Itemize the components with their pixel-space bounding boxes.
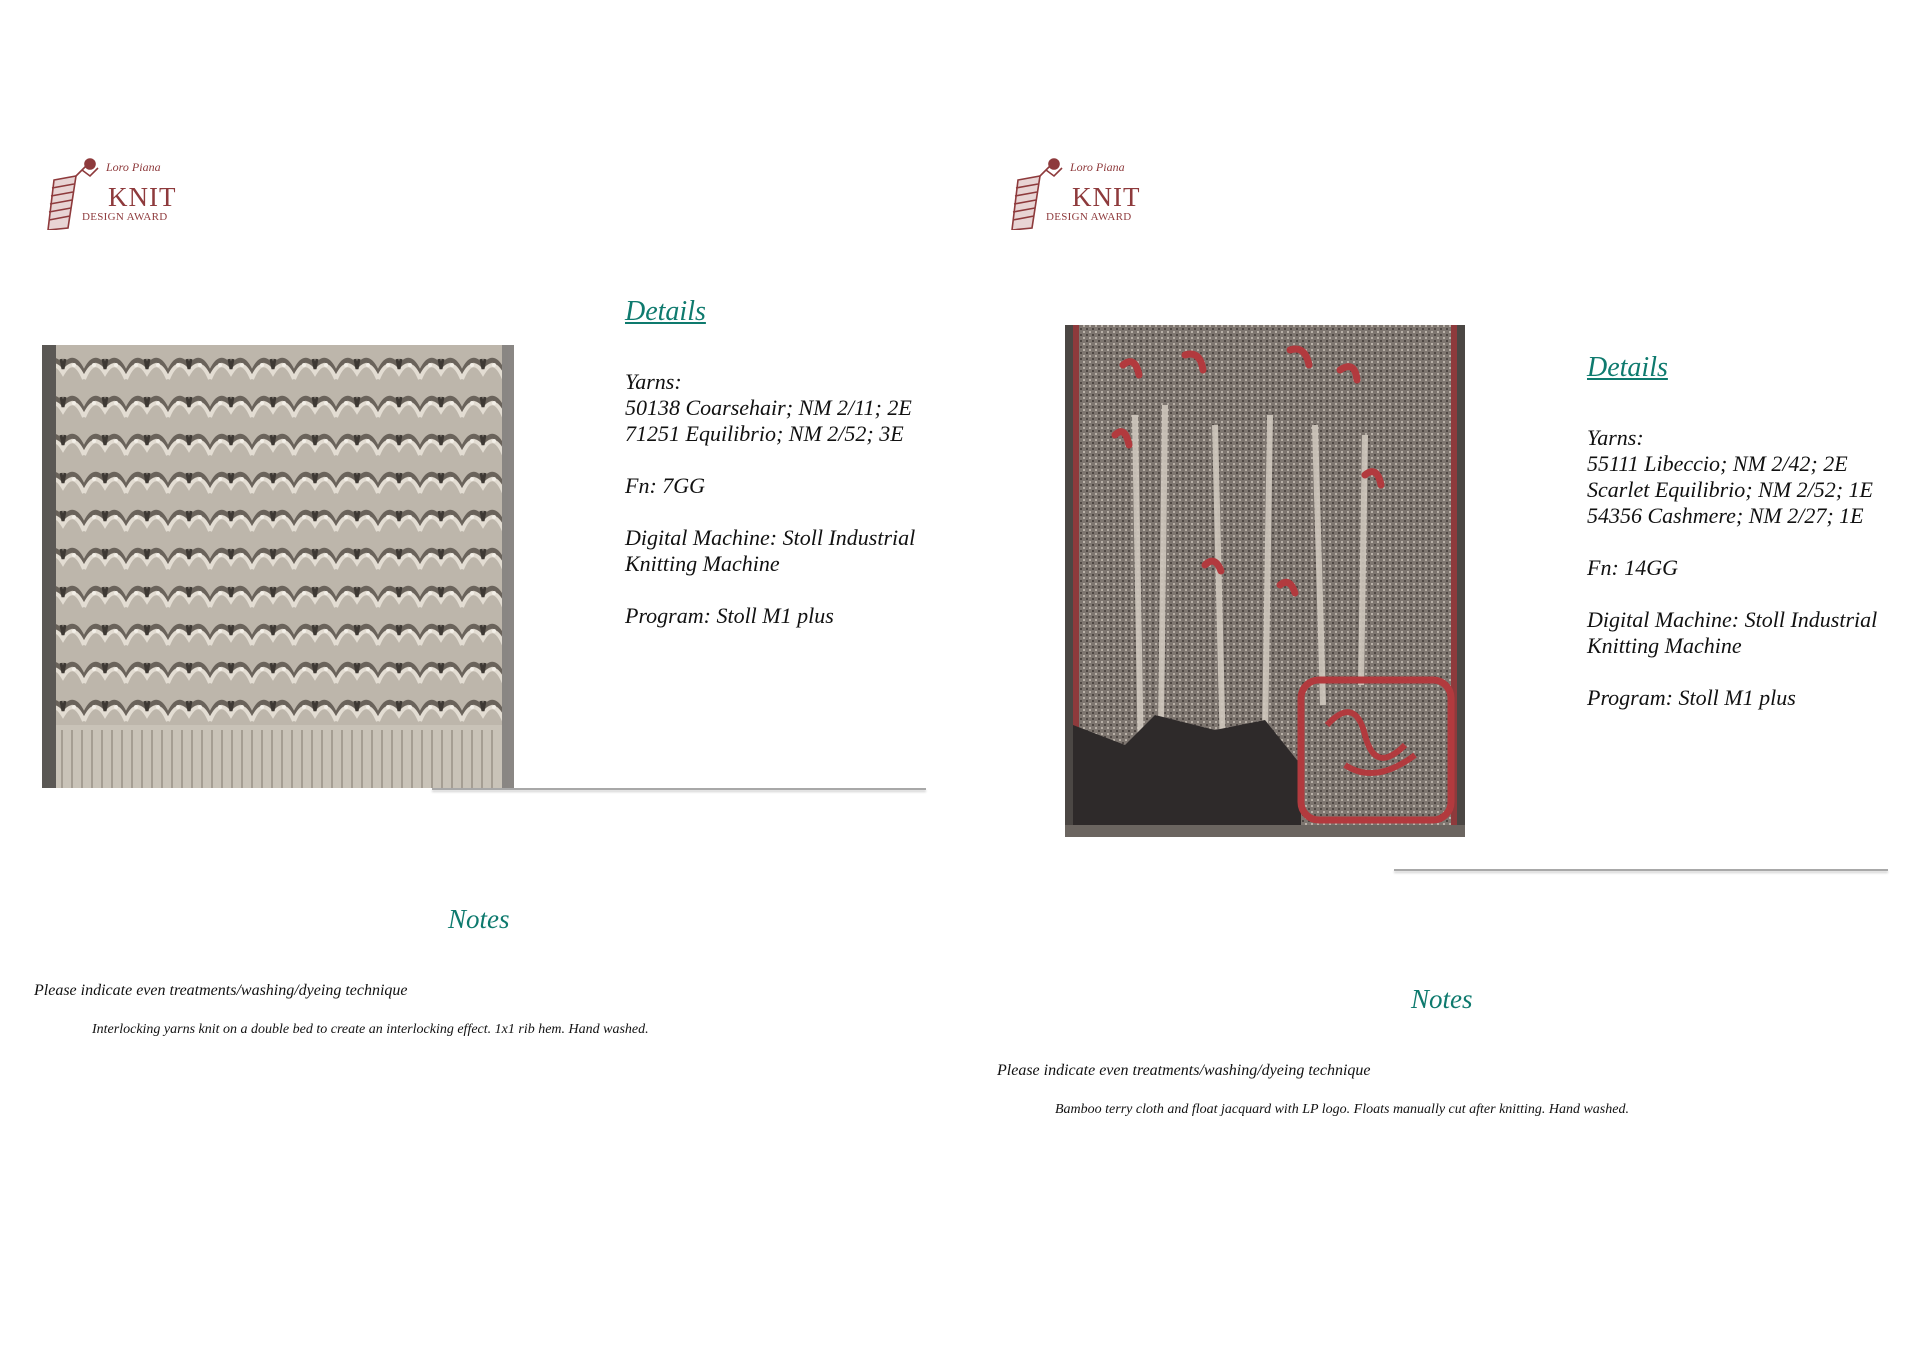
fn-gauge: Fn: 14GG — [1587, 555, 1679, 580]
details-body — [1587, 425, 1877, 737]
yarn-line: 71251 Equilibrio; NM 2/52; 3E — [625, 421, 904, 446]
details-heading: Details — [625, 296, 706, 327]
notes-text: Bamboo terry cloth and float jacquard with LP logo. Floats manually cut after knitting. Hand washed. — [1055, 1102, 1629, 1117]
fn-gauge: Fn: 7GG — [625, 473, 706, 498]
details-body — [625, 369, 915, 655]
notes-heading: Notes — [448, 904, 510, 934]
notes-prompt: Please indicate even treatments/washing/dyeing technique — [997, 1062, 1371, 1079]
divider-line — [1394, 869, 1888, 871]
details-heading: Details — [1587, 352, 1668, 383]
machine-line: Knitting Machine — [625, 551, 780, 576]
knit-design-award-logo — [1010, 158, 1150, 230]
brand-award-wordmark: DESIGN AWARD — [1046, 211, 1132, 223]
machine-line: Digital Machine: Stoll Industrial — [625, 525, 916, 550]
yarns-label: Yarns: — [1587, 425, 1644, 450]
notes-heading: Notes — [1411, 984, 1473, 1014]
brand-knit-wordmark: KNIT — [108, 182, 177, 212]
program-line: Program: Stoll M1 plus — [1587, 685, 1796, 710]
notes-text: Interlocking yarns knit on a double bed to create an interlocking effect. 1x1 rib hem. Hand washed. — [92, 1022, 649, 1037]
machine-line: Digital Machine: Stoll Industrial — [1587, 607, 1878, 632]
machine-line: Knitting Machine — [1587, 633, 1742, 658]
program-line: Program: Stoll M1 plus — [625, 603, 834, 628]
yarns-label: Yarns: — [625, 369, 682, 394]
brand-award-wordmark: DESIGN AWARD — [82, 211, 168, 223]
yarn-line: Scarlet Equilibrio; NM 2/52; 1E — [1587, 477, 1873, 502]
knit-swatch-photo — [42, 345, 514, 788]
yarn-line: 55111 Libeccio; NM 2/42; 2E — [1587, 451, 1848, 476]
divider-line — [432, 788, 926, 790]
brand-knit-wordmark: KNIT — [1072, 182, 1141, 212]
yarn-line: 50138 Coarsehair; NM 2/11; 2E — [625, 395, 912, 420]
knit-design-award-logo — [46, 158, 186, 230]
jacquard-swatch-photo — [1065, 325, 1465, 837]
brand-signature: Loro Piana — [106, 160, 161, 174]
yarn-line: 54356 Cashmere; NM 2/27; 1E — [1587, 503, 1864, 528]
notes-prompt: Please indicate even treatments/washing/dyeing technique — [34, 982, 408, 999]
page-2 — [963, 0, 1920, 1359]
brand-signature: Loro Piana — [1070, 160, 1125, 174]
